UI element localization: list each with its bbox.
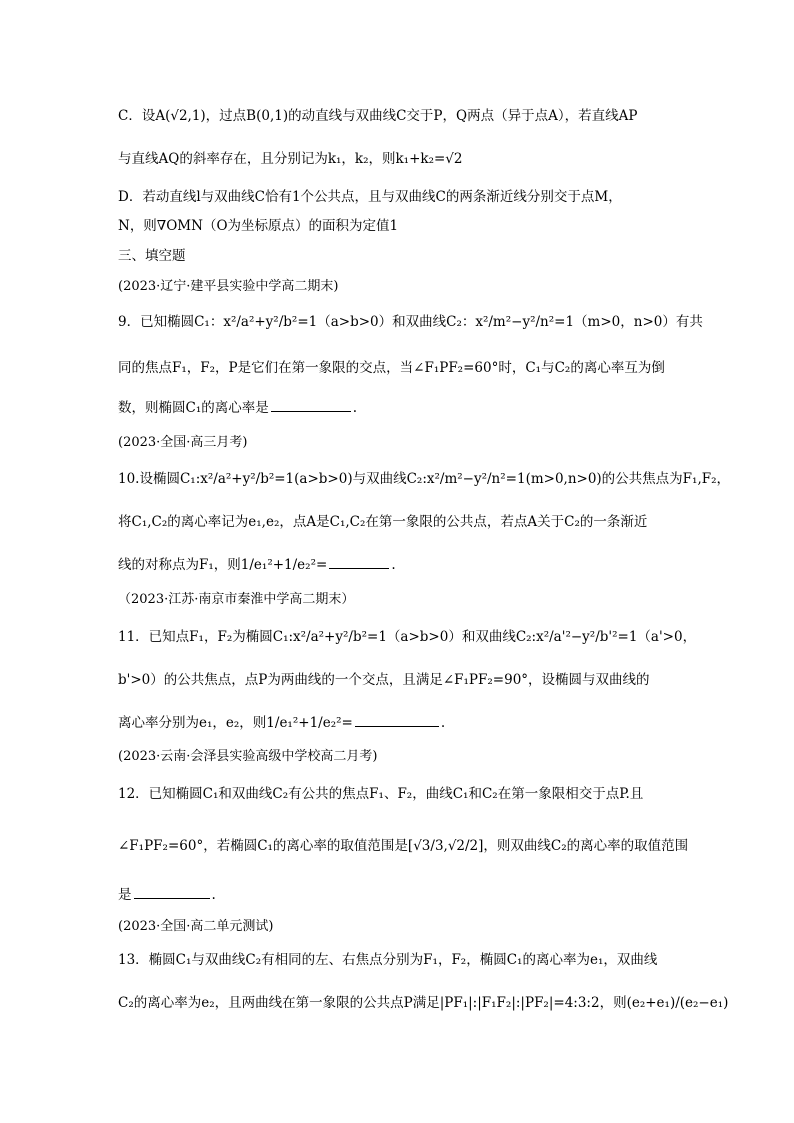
q10-line-3-text: 线的对称点为F₁，则1/e₁²+1/e₂²=	[118, 557, 328, 573]
q9-source: (2023·辽宁·建平县实验中学高二期末)	[118, 279, 339, 294]
q11-line-2: b'>0）的公共焦点，点P为两曲线的一个交点，且满足∠F₁PF₂=90°，设椭圆与双曲线的	[118, 672, 650, 688]
q12-line-3	[118, 884, 684, 905]
option-d-line-2: N，则∇OMN（O为坐标原点）的面积为定值1	[118, 218, 399, 234]
q13-source: (2023·全国·高二单元测试)	[118, 919, 274, 934]
q12-source: (2023·云南·会泽县实验高级中学校高二月考)	[118, 749, 378, 764]
q11-line-3-text: 离心率分别为e₁，e₂，则1/e₁²+1/e₂²=	[118, 715, 353, 731]
q10-line-1: 10.设椭圆C₁:x²/a²+y²/b²=1(a>b>0)与双曲线C₂:x²/m²−y²/n²=1(m>0,n>0)的公共焦点为F₁,F₂，	[118, 471, 731, 487]
q10-line-2: 将C₁,C₂的离心率记为e₁,e₂，点A是C₁,C₂在第一象限的公共点，若点A关于C₂的一条渐近	[118, 514, 648, 530]
section-title: 三、填空题	[118, 248, 186, 264]
q9-period: .	[352, 400, 358, 416]
option-d-line-1: D．若动直线l与双曲线C恰有1个公共点，且与双曲线C的两条渐近线分别交于点M，	[118, 189, 622, 205]
q9-line-2: 同的焦点F₁，F₂，P是它们在第一象限的交点，当∠F₁PF₂=60°时，C₁与C₂的离心率互为倒	[118, 360, 665, 376]
q12-answer-blank[interactable]	[134, 884, 210, 899]
q12-line-2: ∠F₁PF₂=60°，若椭圆C₁的离心率的取值范围是[√3/3,√2/2]，则双曲线C₂的离心率的取值范围	[118, 838, 689, 854]
q10-answer-blank[interactable]	[329, 554, 389, 569]
q9-line-1: 9．已知椭圆C₁：x²/a²+y²/b²=1（a>b>0）和双曲线C₂：x²/m²−y²/n²=1（m>0，n>0）有共	[118, 314, 703, 330]
q12-period: .	[211, 887, 216, 903]
q13-line-1: 13．椭圆C₁与双曲线C₂有相同的左、右焦点分别为F₁，F₂，椭圆C₁的离心率为e₁，双曲线	[118, 952, 658, 968]
q11-line-1: 11．已知点F₁，F₂为椭圆C₁:x²/a²+y²/b²=1（a>b>0）和双曲线C₂:x²/a'²−y²/b'²=1（a'>0，	[118, 629, 697, 645]
q10-line-3	[118, 554, 684, 575]
q12-line-3-text: 是	[118, 887, 132, 903]
q9-line-3-text: 数，则椭圆C₁的离心率是	[118, 400, 269, 416]
q10-period: .	[391, 557, 396, 573]
q11-period: .	[440, 715, 446, 731]
q11-answer-blank[interactable]	[355, 712, 439, 727]
q13-line-2: C₂的离心率为e₂，且两曲线在第一象限的公共点P满足|PF₁|:|F₁F₂|:|PF₂|=4:3:2，则(e₂+e₁)/(e₂−e₁)	[118, 995, 729, 1011]
q12-line-1: 12．已知椭圆C₁和双曲线C₂有公共的焦点F₁、F₂，曲线C₁和C₂在第一象限相交于点P.且	[118, 786, 644, 802]
q10-source: (2023·全国·高三月考)	[118, 435, 248, 450]
q11-source: （2023·江苏·南京市秦淮中学高二期末）	[118, 592, 355, 607]
q11-line-3	[118, 712, 684, 733]
q9-line-3	[118, 397, 684, 418]
option-c-line-1: C．设A(√2,1)，过点B(0,1)的动直线与双曲线C交于P，Q两点（异于点A），若直线AP	[118, 108, 638, 124]
option-c-line-2: 与直线AQ的斜率存在，且分别记为k₁，k₂，则k₁+k₂=√2	[118, 151, 463, 167]
q9-answer-blank[interactable]	[271, 397, 351, 412]
